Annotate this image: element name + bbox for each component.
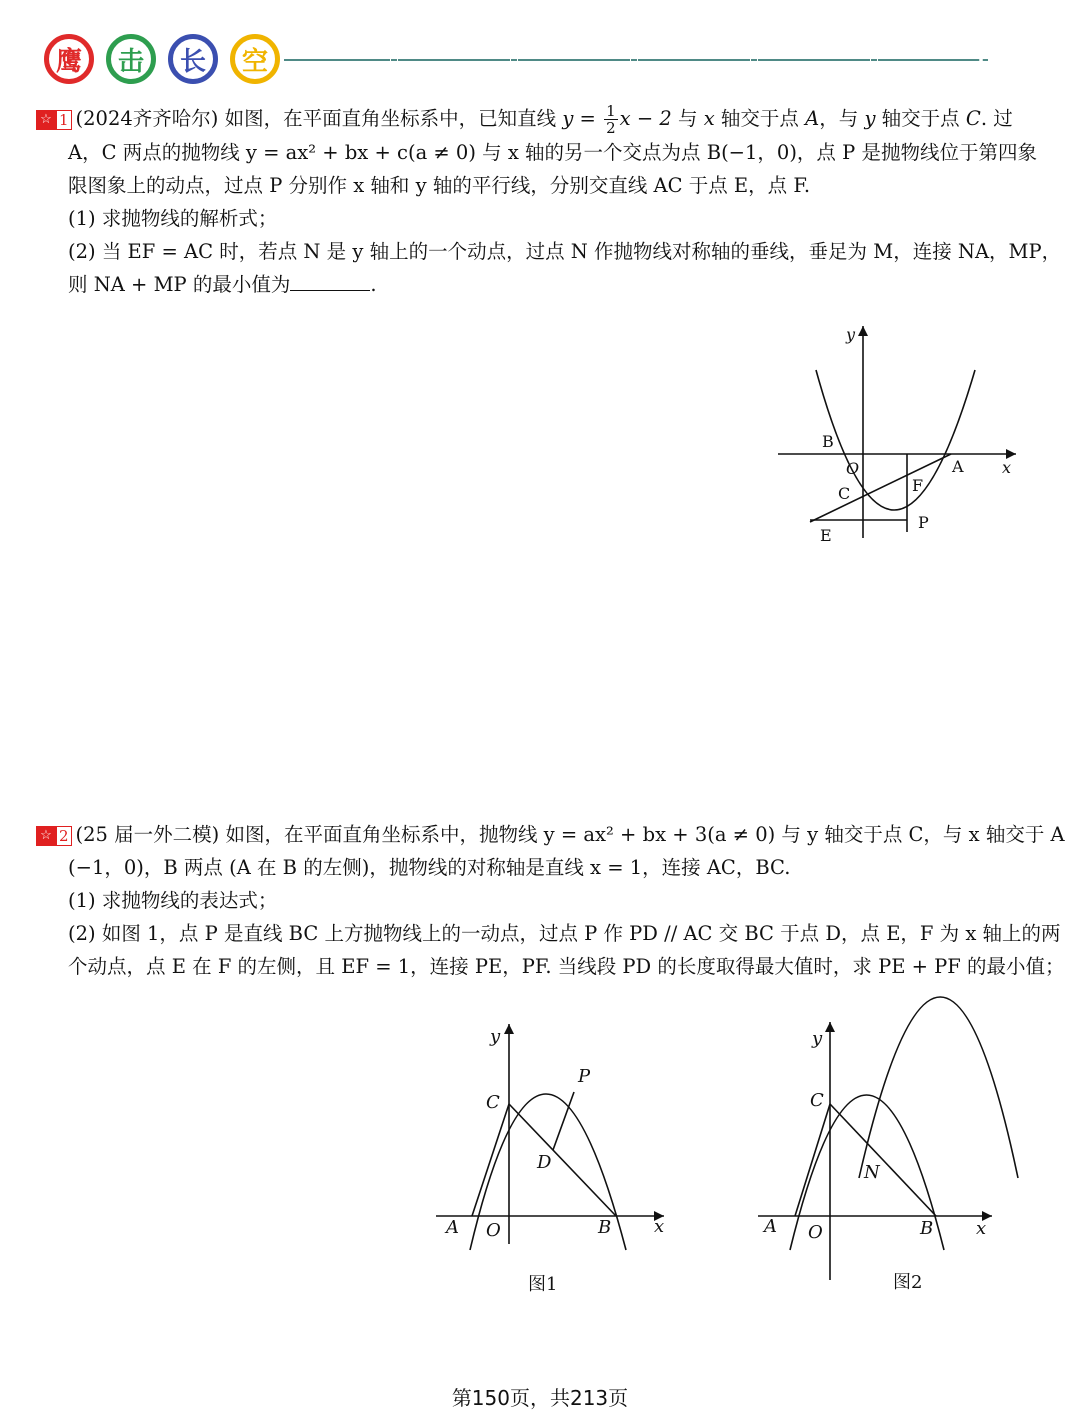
star-icon: ☆ <box>36 110 56 130</box>
label-p: P <box>578 1066 591 1087</box>
segment-pd <box>553 1092 574 1150</box>
star-icon: ☆ <box>36 826 56 846</box>
math-var: y <box>864 107 876 130</box>
label-n: N <box>864 1162 880 1183</box>
label-x: x <box>1002 458 1012 477</box>
problem-2-line-5: 个动点，点 E 在 F 的左侧，且 EF = 1，连接 PE，PF. 当线段 PD 的长度取得最大值时，求 PE + PF 的最小值； <box>68 955 1065 978</box>
figure-2-problem-2 <box>752 994 1030 1300</box>
y-axis-arrow-icon <box>858 326 868 336</box>
label-c: C <box>838 484 851 503</box>
text: 则 NA + MP 的最小值为 <box>68 273 291 296</box>
problem-1-part-2: (2) 当 EF = AC 时，若点 N 是 y 轴上的一个动点，过点 N 作抛物线对称轴的垂线，垂足为 M，连接 NA，MP， <box>68 240 1062 263</box>
fraction <box>604 103 618 136</box>
header-rule-dash <box>504 59 524 61</box>
answer-blank <box>290 270 370 291</box>
page-header <box>40 34 1000 90</box>
problem-1-line-3: 限图象上的动点，过点 P 分别作 x 轴和 y 轴的平行线，分别交直线 AC 于点 E，点 F. <box>68 174 811 197</box>
figure-1-problem-2 <box>430 1010 680 1300</box>
label-a: A <box>952 457 964 476</box>
label-b: B <box>920 1218 934 1239</box>
line-ac <box>810 454 951 522</box>
page-number: 第150页，共213页 <box>451 1386 629 1410</box>
problem-1-line-2: A，C 两点的抛物线 y = ax² + bx + c(a ≠ 0) 与 x 轴的另一个交点为点 B(−1，0)，点 P 是抛物线位于第四象 <box>68 141 1037 164</box>
problem-2 <box>36 818 1065 983</box>
y-axis-arrow-icon <box>825 1022 835 1032</box>
label-f: F <box>912 476 924 495</box>
text: 轴交于点 <box>881 107 960 130</box>
header-rule <box>284 59 384 61</box>
problem-1-line-1 <box>36 102 1036 136</box>
problem-number: 1 <box>56 110 72 130</box>
header-rule <box>524 59 624 61</box>
text: 轴交于点 <box>720 107 799 130</box>
label-x: x <box>976 1218 987 1239</box>
label-p: P <box>918 513 929 532</box>
problem-2-line-1 <box>36 818 1065 851</box>
y-axis-arrow-icon <box>504 1024 514 1034</box>
label-x: x <box>654 1216 665 1237</box>
translated-parabola <box>859 997 1018 1178</box>
badge-ying: 鹰 <box>44 34 94 84</box>
segment-ac <box>472 1104 509 1216</box>
text: (25 届一外二模) 如图，在平面直角坐标系中，抛物线 y = ax² + bx + 3(a ≠ 0) 与 y 轴交于点 C，与 x 轴交于 A <box>75 823 1065 846</box>
text: . <box>370 273 377 296</box>
label-y: y <box>812 1028 823 1049</box>
text: ，与 <box>819 107 859 130</box>
figure-caption: 图1 <box>528 1274 558 1295</box>
math-op: = <box>579 107 596 130</box>
header-rule-dash <box>864 59 884 61</box>
header-rule-dash <box>974 59 988 61</box>
label-a: A <box>446 1217 459 1238</box>
label-o: O <box>486 1220 501 1241</box>
segment-ac <box>795 1104 830 1216</box>
problem-1 <box>36 102 1062 301</box>
label-o: O <box>808 1222 823 1243</box>
badge-chang: 长 <box>168 34 218 84</box>
figure-problem-1 <box>770 318 1030 548</box>
problem-source: (2024齐齐哈尔) <box>75 107 219 130</box>
fraction-denominator: 2 <box>606 119 616 137</box>
header-rule-dash <box>384 59 404 61</box>
label-d: D <box>537 1152 552 1173</box>
header-rule <box>764 59 864 61</box>
label-e: E <box>820 526 832 545</box>
problem-1-line-6 <box>36 268 1036 301</box>
label-c: C <box>486 1092 500 1113</box>
header-rule <box>404 59 504 61</box>
math-expr: x − 2 <box>619 107 672 130</box>
label-a: A <box>764 1216 777 1237</box>
math-var: y <box>562 107 574 130</box>
problem-2-part-1: (1) 求抛物线的表达式； <box>68 889 278 912</box>
text: 与 <box>677 107 698 130</box>
fraction-numerator: 1 <box>606 102 616 120</box>
segment-bc <box>509 1104 616 1216</box>
problem-number: 2 <box>56 826 72 846</box>
text: . 过 <box>980 107 1013 130</box>
header-rule-dash <box>624 59 644 61</box>
math-var: A <box>805 107 820 130</box>
label-b: B <box>822 432 834 451</box>
badge-kong: 空 <box>230 34 280 84</box>
label-y: y <box>490 1026 501 1047</box>
segment-bc <box>830 1104 936 1216</box>
label-b: B <box>598 1217 612 1238</box>
header-rule <box>884 59 974 61</box>
math-var: C <box>965 107 981 130</box>
problem-2-part-2: (2) 如图 1，点 P 是直线 BC 上方抛物线上的一动点，过点 P 作 PD // AC 交 BC 于点 D，点 E，F 为 x 轴上的两 <box>68 922 1061 945</box>
figure-caption: 图2 <box>893 1272 923 1293</box>
badge-ji: 击 <box>106 34 156 84</box>
label-o: O <box>846 459 860 478</box>
label-c: C <box>810 1090 824 1111</box>
problem-1-part-1: (1) 求抛物线的解析式； <box>68 207 278 230</box>
math-var: x <box>703 107 715 130</box>
text: 如图，在平面直角坐标系中，已知直线 <box>224 107 557 130</box>
header-rule-dash <box>744 59 764 61</box>
label-y: y <box>846 325 856 344</box>
header-rule <box>644 59 744 61</box>
problem-2-line-2: (−1，0)，B 两点 (A 在 B 的左侧)，抛物线的对称轴是直线 x = 1，连接 AC，BC. <box>68 856 791 879</box>
